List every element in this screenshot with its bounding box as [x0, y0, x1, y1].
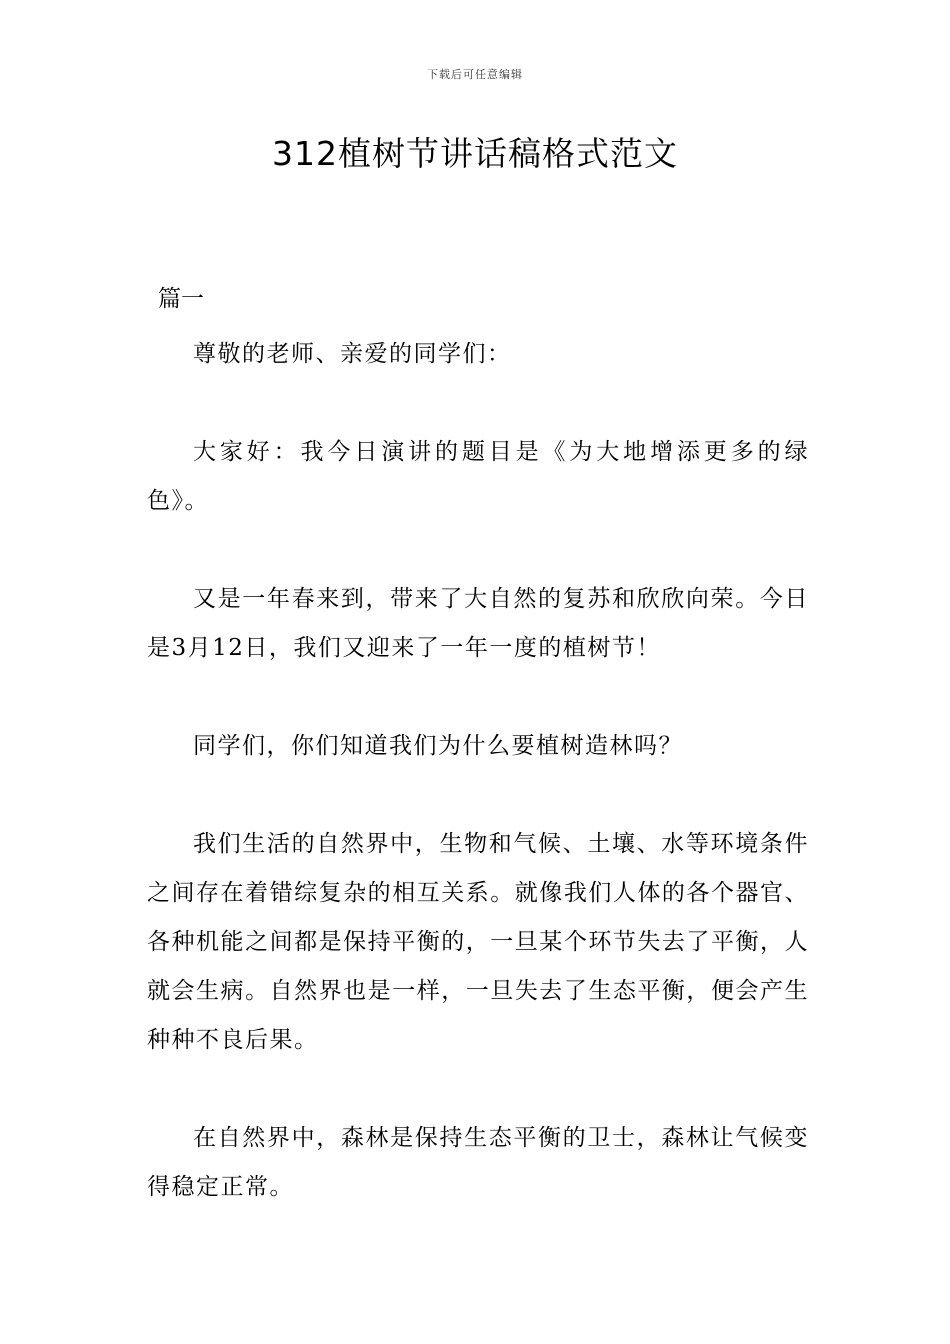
paragraph-forest: 在自然界中，森林是保持生态平衡的卫士，森林让气候变得稳定正常。 — [147, 1125, 809, 1200]
paragraph-greeting: 大家好：我今日演讲的题目是《为大地增添更多的绿色》。 — [147, 439, 809, 514]
document-body — [147, 330, 809, 1261]
paragraph-salutation: 尊敬的老师、亲爱的同学们： — [193, 341, 512, 367]
paragraph-question: 同学们，你们知道我们为什么要植树造林吗？ — [193, 733, 683, 759]
header-note: 下载后可任意编辑 — [427, 68, 523, 81]
section-label: 篇一 — [158, 286, 204, 312]
document-title: 312植树节讲话稿格式范文 — [272, 134, 678, 173]
paragraph-spring: 又是一年春来到，带来了大自然的复苏和欣欣向荣。今日是3月12日，我们又迎来了一年一度的植树节！ — [147, 586, 809, 661]
paragraph-ecology: 我们生活的自然界中，生物和气候、土壤、水等环境条件之间存在着错综复杂的相互关系。就像我们人体的各个器官、各种机能之间都是保持平衡的，一旦某个环节失去了平衡，人就会生病。自然界也是一样，一旦失去了生态平衡，便会产生种种不良后果。 — [147, 831, 809, 1053]
